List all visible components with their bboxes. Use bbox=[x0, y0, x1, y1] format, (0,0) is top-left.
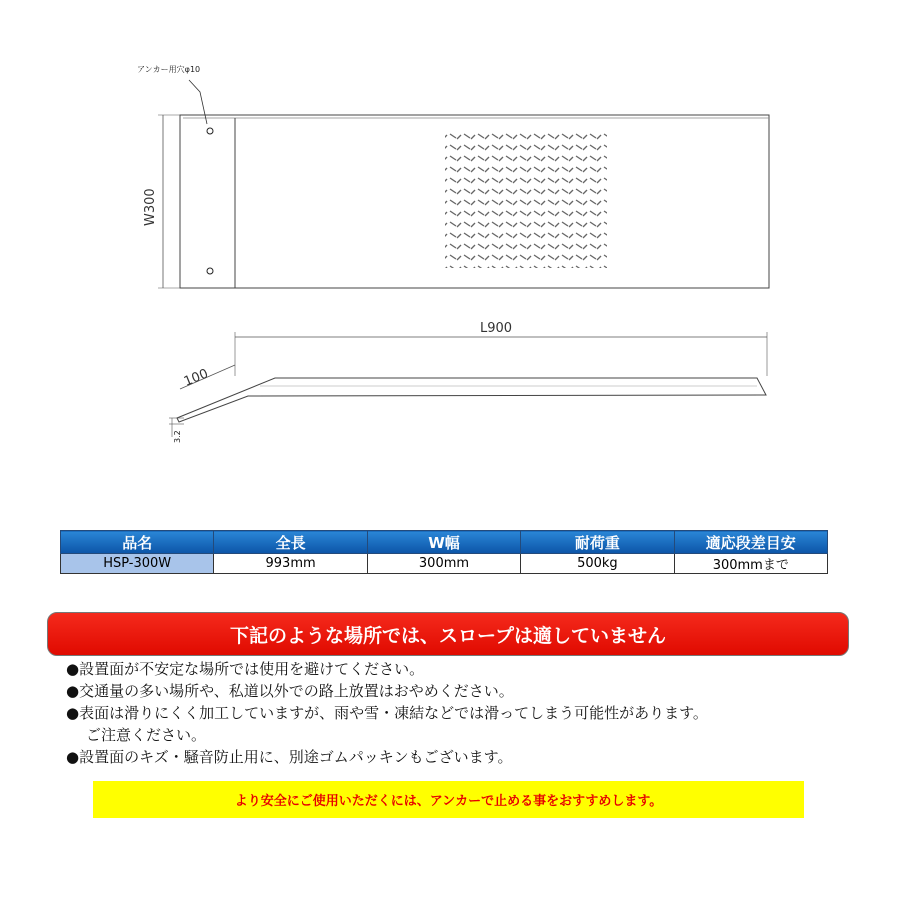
cell-length: 993mm bbox=[214, 554, 367, 574]
note-item: ●設置面が不安定な場所では使用を避けてください。 bbox=[66, 660, 425, 678]
spec-table bbox=[60, 530, 828, 574]
cell-width: 300mm bbox=[367, 554, 520, 574]
header-step: 適応段差目安 bbox=[674, 531, 827, 554]
front-label: 100 bbox=[181, 366, 211, 390]
plate-side-view bbox=[177, 378, 766, 422]
recommendation-banner bbox=[93, 781, 804, 818]
note-item: ●交通量の多い場所や、私道以外での路上放置はおやめください。 bbox=[66, 682, 514, 700]
header-load: 耐荷重 bbox=[521, 531, 674, 554]
tread-pattern bbox=[445, 130, 607, 268]
spec-data-row bbox=[61, 554, 828, 574]
width-label: W300 bbox=[143, 188, 158, 226]
header-product: 品名 bbox=[61, 531, 214, 554]
header-length: 全長 bbox=[214, 531, 367, 554]
spec-header-row bbox=[61, 531, 828, 554]
cell-load: 500kg bbox=[521, 554, 674, 574]
length-label: L900 bbox=[480, 321, 513, 336]
cell-model: HSP-300W bbox=[61, 554, 214, 574]
note-item-continued: ご注意ください。 bbox=[86, 726, 207, 744]
thickness-label: 3.2 bbox=[173, 430, 182, 443]
note-item: ●表面は滑りにくく加工していますが、雨や雪・凍結などでは滑ってしまう可能性があります。 bbox=[66, 704, 708, 722]
note-item: ●設置面のキズ・騒音防止用に、別途ゴムパッキンもございます。 bbox=[66, 748, 513, 766]
anchor-note: アンカー用穴φ10 bbox=[137, 65, 201, 74]
header-width: W幅 bbox=[367, 531, 520, 554]
notes-list bbox=[66, 658, 866, 768]
cell-step: 300mmまで bbox=[674, 554, 827, 574]
recommendation-text: より安全にご使用いただくには、アンカーで止める事をおすすめします。 bbox=[234, 794, 663, 809]
warning-title: 下記のような場所では、スロープは適していません bbox=[229, 624, 667, 647]
warning-banner bbox=[47, 612, 849, 656]
